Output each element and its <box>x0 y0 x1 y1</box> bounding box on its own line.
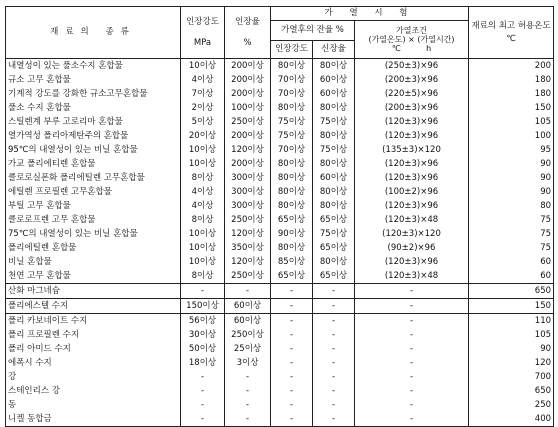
max-temperature-cell: 180 <box>469 87 554 101</box>
header-material: 재료의 종류 <box>6 7 181 59</box>
tensile-cell: 56이상 <box>181 314 225 329</box>
max-temperature-cell: 105 <box>469 328 554 342</box>
tensile-cell: - <box>181 370 225 384</box>
retention-tensile-cell: - <box>271 412 313 427</box>
max-temperature-cell: 150 <box>469 299 554 314</box>
table-row <box>6 384 554 398</box>
elongation-cell: 300이상 <box>225 171 271 185</box>
retention-tensile-cell: - <box>271 284 313 299</box>
retention-elongation-cell: 60이상 <box>313 87 355 101</box>
heating-condition-cell: - <box>355 284 469 299</box>
tensile-cell: 10이상 <box>181 255 225 269</box>
retention-elongation-cell: 75이상 <box>313 115 355 129</box>
table-row <box>6 199 554 213</box>
material-cell: 내열성이 있는 풀소수지 혼합물 <box>6 59 181 74</box>
tensile-cell: 5이상 <box>181 115 225 129</box>
material-cell: 스틸렌계 부루 고로리마 혼합물 <box>6 115 181 129</box>
elongation-cell: - <box>225 398 271 412</box>
material-cell: 스테인리스 강 <box>6 384 181 398</box>
max-temperature-cell: 150 <box>469 101 554 115</box>
tensile-cell: 8이상 <box>181 171 225 185</box>
material-cell: 부틸 고무 혼합물 <box>6 199 181 213</box>
table-row <box>6 213 554 227</box>
retention-elongation-cell: 80이상 <box>313 199 355 213</box>
max-temperature-cell: 75 <box>469 213 554 227</box>
table-row <box>6 299 554 314</box>
heating-condition-cell: (120±3)×48 <box>355 213 469 227</box>
header-tensile-strength: 인장강도 MPa <box>181 7 225 59</box>
heating-condition-cell: (220±5)×96 <box>355 87 469 101</box>
header-retention-elongation: 신장율 <box>313 41 355 59</box>
table-row <box>6 342 554 356</box>
heating-condition-cell: - <box>355 356 469 370</box>
material-cell: 에폭시 수지 <box>6 356 181 370</box>
tensile-cell: 18이상 <box>181 356 225 370</box>
retention-elongation-cell: - <box>313 314 355 329</box>
retention-elongation-cell: - <box>313 328 355 342</box>
tensile-cell: 20이상 <box>181 129 225 143</box>
retention-elongation-cell: - <box>313 370 355 384</box>
material-cell: 95℃의 내열성이 있는 비닐 혼합물 <box>6 143 181 157</box>
table-row <box>6 241 554 255</box>
heating-condition-cell: (135±3)×120 <box>355 143 469 157</box>
retention-tensile-cell: - <box>271 356 313 370</box>
tensile-cell: 50이상 <box>181 342 225 356</box>
table-row <box>6 284 554 299</box>
retention-elongation-cell: 75이상 <box>313 143 355 157</box>
elongation-cell: 25이상 <box>225 342 271 356</box>
elongation-cell: 3이상 <box>225 356 271 370</box>
retention-tensile-cell: 70이상 <box>271 143 313 157</box>
retention-tensile-cell: - <box>271 342 313 356</box>
elongation-cell: 250이상 <box>225 328 271 342</box>
retention-tensile-cell: 80이상 <box>271 241 313 255</box>
table-row <box>6 129 554 143</box>
material-cell: 클로로프렌 고무 혼합물 <box>6 213 181 227</box>
retention-elongation-cell: 80이상 <box>313 101 355 115</box>
max-temperature-cell: 650 <box>469 284 554 299</box>
retention-tensile-cell: - <box>271 299 313 314</box>
heating-condition-cell: - <box>355 328 469 342</box>
retention-elongation-cell: 80이상 <box>313 59 355 74</box>
table-row <box>6 269 554 284</box>
table-row <box>6 59 554 74</box>
material-spec-table <box>5 6 554 427</box>
retention-tensile-cell: 75이상 <box>271 129 313 143</box>
tensile-cell: 30이상 <box>181 328 225 342</box>
header-heating-test: 가 열 시 험 <box>271 7 469 21</box>
retention-elongation-cell: 80이상 <box>313 129 355 143</box>
elongation-cell: 200이상 <box>225 129 271 143</box>
tensile-cell: 8이상 <box>181 213 225 227</box>
heating-condition-cell: - <box>355 314 469 329</box>
table-row <box>6 227 554 241</box>
retention-tensile-cell: - <box>271 398 313 412</box>
heating-condition-cell: (120±3)×120 <box>355 227 469 241</box>
elongation-cell: 200이상 <box>225 157 271 171</box>
retention-tensile-cell: 80이상 <box>271 101 313 115</box>
max-temperature-cell: 120 <box>469 356 554 370</box>
retention-elongation-cell: 60이상 <box>313 171 355 185</box>
material-cell: 풀소 수지 혼합물 <box>6 101 181 115</box>
material-cell: 니켈 동합금 <box>6 412 181 427</box>
retention-tensile-cell: 65이상 <box>271 213 313 227</box>
header-conditions: 가열조건 (가열온도) × (가열시간) ℃ h <box>355 21 469 59</box>
tensile-cell: 10이상 <box>181 143 225 157</box>
tensile-cell: 10이상 <box>181 157 225 171</box>
heating-condition-cell: (120±3)×96 <box>355 199 469 213</box>
retention-tensile-cell: 80이상 <box>271 199 313 213</box>
elongation-cell: 300이상 <box>225 185 271 199</box>
retention-elongation-cell: - <box>313 342 355 356</box>
max-temperature-cell: 80 <box>469 199 554 213</box>
retention-tensile-cell: 90이상 <box>271 227 313 241</box>
material-cell: 에틸렌 프로필렌 고무혼합물 <box>6 185 181 199</box>
material-cell: 폴리 프로필렌 수지 <box>6 328 181 342</box>
material-cell: 비닐 혼합물 <box>6 255 181 269</box>
tensile-cell: 7이상 <box>181 87 225 101</box>
table-row <box>6 171 554 185</box>
heating-condition-cell: (120±3)×96 <box>355 115 469 129</box>
table-row <box>6 328 554 342</box>
heating-condition-cell: - <box>355 342 469 356</box>
tensile-cell: 10이상 <box>181 241 225 255</box>
material-cell: 폴리에스텔 수지 <box>6 299 181 314</box>
material-cell: 강 <box>6 370 181 384</box>
elongation-cell: 300이상 <box>225 199 271 213</box>
header-retention-tensile: 인장강도 <box>271 41 313 59</box>
material-cell: 폴리 카보네이트 수지 <box>6 314 181 329</box>
max-temperature-cell: 90 <box>469 171 554 185</box>
table-row <box>6 73 554 87</box>
retention-tensile-cell: 70이상 <box>271 73 313 87</box>
table-row <box>6 255 554 269</box>
max-temperature-cell: 60 <box>469 255 554 269</box>
heating-condition-cell: (120±3)×96 <box>355 129 469 143</box>
retention-tensile-cell: 65이상 <box>271 269 313 284</box>
tensile-cell: 2이상 <box>181 101 225 115</box>
max-temperature-cell: 180 <box>469 73 554 87</box>
tensile-cell: - <box>181 412 225 427</box>
material-cell: 산화 마그네슘 <box>6 284 181 299</box>
table-row <box>6 87 554 101</box>
elongation-cell: 120이상 <box>225 143 271 157</box>
retention-tensile-cell: 75이상 <box>271 115 313 129</box>
elongation-cell: - <box>225 284 271 299</box>
max-temperature-cell: 400 <box>469 412 554 427</box>
retention-tensile-cell: 80이상 <box>271 185 313 199</box>
tensile-cell: 4이상 <box>181 73 225 87</box>
elongation-cell: 60이상 <box>225 299 271 314</box>
table-row <box>6 398 554 412</box>
header-max-temperature: 재료의 최고 허용온도 ℃ <box>469 7 554 59</box>
material-cell: 천연 고무 혼합물 <box>6 269 181 284</box>
table-row <box>6 115 554 129</box>
table-row <box>6 370 554 384</box>
max-temperature-cell: 75 <box>469 227 554 241</box>
retention-tensile-cell: 80이상 <box>271 59 313 74</box>
retention-tensile-cell: 85이상 <box>271 255 313 269</box>
elongation-cell: - <box>225 384 271 398</box>
elongation-cell: 250이상 <box>225 213 271 227</box>
material-cell: 클로로실폰화 폴리에틸렌 고무혼합물 <box>6 171 181 185</box>
retention-elongation-cell: 60이상 <box>313 73 355 87</box>
elongation-cell: 200이상 <box>225 73 271 87</box>
material-cell: 가교 폴리에티렌 혼합물 <box>6 157 181 171</box>
max-temperature-cell: 200 <box>469 59 554 74</box>
retention-elongation-cell: 75이상 <box>313 227 355 241</box>
heating-condition-cell: (200±3)×96 <box>355 73 469 87</box>
material-cell: 75℃의 내열성이 있는 비닐 혼합물 <box>6 227 181 241</box>
max-temperature-cell: 650 <box>469 384 554 398</box>
elongation-cell: 120이상 <box>225 227 271 241</box>
max-temperature-cell: 75 <box>469 241 554 255</box>
retention-elongation-cell: - <box>313 299 355 314</box>
table-header <box>6 7 554 59</box>
retention-elongation-cell: 80이상 <box>313 185 355 199</box>
table-row <box>6 157 554 171</box>
tensile-cell: - <box>181 384 225 398</box>
max-temperature-cell: 60 <box>469 269 554 284</box>
elongation-cell: 120이상 <box>225 255 271 269</box>
header-elongation: 인장율 % <box>225 7 271 59</box>
material-cell: 열가역성 폴리아제탄주의 혼합물 <box>6 129 181 143</box>
header-retention: 가열후의 잔율 % <box>271 21 355 41</box>
tensile-cell: 4이상 <box>181 185 225 199</box>
table-row <box>6 185 554 199</box>
heating-condition-cell: (200±3)×96 <box>355 101 469 115</box>
heating-condition-cell: - <box>355 412 469 427</box>
material-cell: 폴리 아미드 수지 <box>6 342 181 356</box>
heating-condition-cell: (120±3)×96 <box>355 255 469 269</box>
retention-tensile-cell: - <box>271 384 313 398</box>
elongation-cell: 200이상 <box>225 59 271 74</box>
retention-tensile-cell: 80이상 <box>271 157 313 171</box>
elongation-cell: 250이상 <box>225 269 271 284</box>
retention-tensile-cell: - <box>271 314 313 329</box>
elongation-cell: 350이상 <box>225 241 271 255</box>
material-cell: 규소 고무 혼합물 <box>6 73 181 87</box>
retention-elongation-cell: 65이상 <box>313 213 355 227</box>
table-row <box>6 356 554 370</box>
retention-elongation-cell: 65이상 <box>313 269 355 284</box>
table-row <box>6 143 554 157</box>
max-temperature-cell: 90 <box>469 157 554 171</box>
retention-tensile-cell: 70이상 <box>271 87 313 101</box>
max-temperature-cell: 100 <box>469 129 554 143</box>
retention-elongation-cell: 80이상 <box>313 255 355 269</box>
tensile-cell: - <box>181 398 225 412</box>
retention-elongation-cell: - <box>313 356 355 370</box>
table-row <box>6 314 554 329</box>
retention-tensile-cell: - <box>271 328 313 342</box>
elongation-cell: - <box>225 370 271 384</box>
max-temperature-cell: 110 <box>469 314 554 329</box>
max-temperature-cell: 90 <box>469 185 554 199</box>
tensile-cell: 4이상 <box>181 199 225 213</box>
table-body <box>6 59 554 427</box>
max-temperature-cell: 95 <box>469 143 554 157</box>
elongation-cell: 60이상 <box>225 314 271 329</box>
max-temperature-cell: 250 <box>469 398 554 412</box>
retention-elongation-cell: - <box>313 384 355 398</box>
heating-condition-cell: - <box>355 299 469 314</box>
max-temperature-cell: 700 <box>469 370 554 384</box>
retention-tensile-cell: - <box>271 370 313 384</box>
heating-condition-cell: (120±3)×48 <box>355 269 469 284</box>
retention-elongation-cell: - <box>313 412 355 427</box>
tensile-cell: 150이상 <box>181 299 225 314</box>
heating-condition-cell: (120±3)×96 <box>355 157 469 171</box>
max-temperature-cell: 105 <box>469 115 554 129</box>
retention-tensile-cell: 80이상 <box>271 171 313 185</box>
elongation-cell: 250이상 <box>225 115 271 129</box>
heating-condition-cell: - <box>355 398 469 412</box>
heating-condition-cell: (250±3)×96 <box>355 59 469 74</box>
heating-condition-cell: - <box>355 370 469 384</box>
elongation-cell: 200이상 <box>225 87 271 101</box>
tensile-cell: 10이상 <box>181 227 225 241</box>
tensile-cell: 8이상 <box>181 269 225 284</box>
material-cell: 동 <box>6 398 181 412</box>
material-cell: 기계적 강도를 강화한 규소고무혼합물 <box>6 87 181 101</box>
retention-elongation-cell: 65이상 <box>313 241 355 255</box>
heating-condition-cell: - <box>355 384 469 398</box>
retention-elongation-cell: - <box>313 284 355 299</box>
tensile-cell: 10이상 <box>181 59 225 74</box>
tensile-cell: - <box>181 284 225 299</box>
heating-condition-cell: (90±2)×96 <box>355 241 469 255</box>
heating-condition-cell: (100±2)×96 <box>355 185 469 199</box>
material-cell: 폴리에틸렌 혼합물 <box>6 241 181 255</box>
table-row <box>6 101 554 115</box>
table-row <box>6 412 554 427</box>
max-temperature-cell: 90 <box>469 342 554 356</box>
retention-elongation-cell: - <box>313 398 355 412</box>
heating-condition-cell: (120±3)×96 <box>355 171 469 185</box>
elongation-cell: - <box>225 412 271 427</box>
retention-elongation-cell: 80이상 <box>313 157 355 171</box>
elongation-cell: 100이상 <box>225 101 271 115</box>
